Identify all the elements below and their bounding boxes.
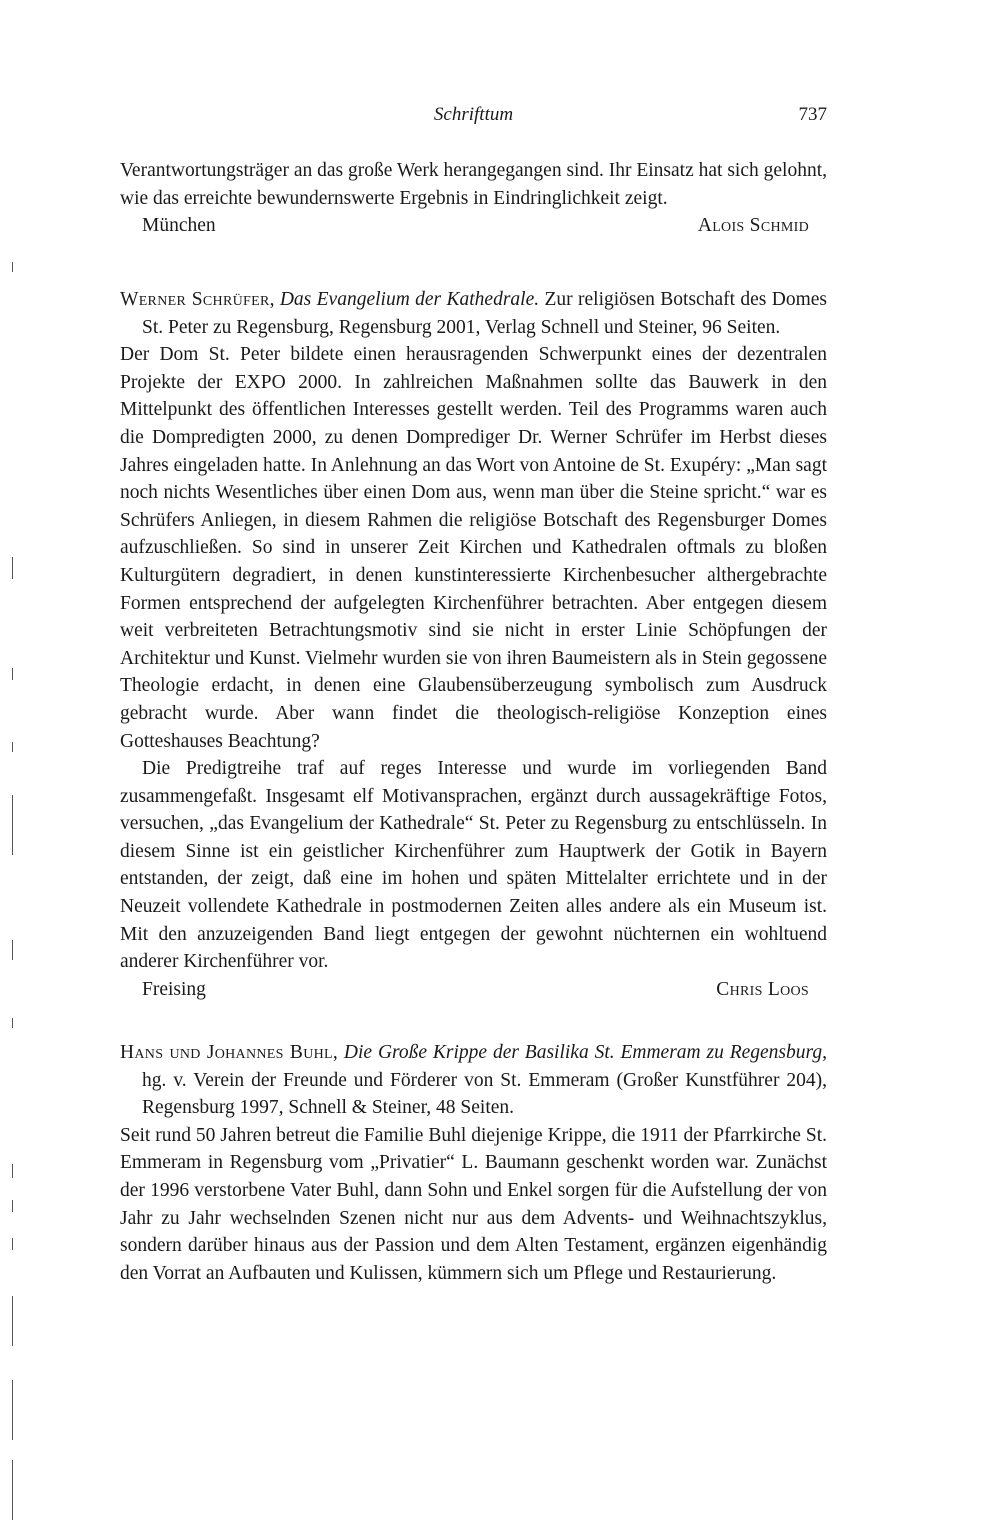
previous-review-ending	[120, 157, 827, 240]
scan-gutter-mark	[12, 1460, 13, 1520]
scan-gutter-mark	[12, 940, 13, 960]
review-paragraph: Der Dom St. Peter bildete einen herausragenden Schwerpunkt eines der dezentralen Projekte der EXPO 2000. In zahlreichen Maßnahmen sollte das Bauwerk in den Mittelpunkt des öffentlichen Interesses gestellt werden. Teil des Programms waren auch die Dompredigten 2000, zu denen Domprediger Dr. Werner Schrüfer im Herbst dieses Jahres eingeladen hatte. In Anlehnung an das Wort von Antoine de St. Exupéry: „Man sagt noch nichts Wesentliches über einen Dom aus, wenn man über die Steine spricht.“ war es Schrüfers Anliegen, in diesem Rahmen die religiöse Botschaft des Regensburger Domes aufzuschließen. So sind in unserer Zeit Kirchen und Kathedralen oftmals zu bloßen Kulturgütern degradiert, in denen kunstinteressierte Kirchenbesucher althergebrachte Formen entsprechend der aufgelegten Kirchenführer betrachten. Aber entgegen diesem weit verbreiteten Betrachtungsmotiv sind sie nicht in erster Linie Schöpfungen der Architektur und Kunst. Vielmehr wurden sie von ihren Baumeistern als in Stein gegossene Theologie erdacht, in denen eine Glaubensüberzeugung symbolisch zum Ausdruck gebracht wurde. Aber wann findet die theologisch-religiöse Konzeption eines Gotteshauses Beachtung?	[120, 344, 827, 752]
review-signature	[120, 212, 827, 240]
review-entry	[120, 286, 827, 1003]
publication-details: hg. v. Verein der Freunde und Förderer von St. Emmeram (Großer Kunstführer 204), Regensburg 1997, Schnell & Steiner, 48 Seiten.	[142, 1069, 827, 1119]
reviewer-name: Chris Loos	[716, 978, 809, 1000]
scan-gutter-mark	[12, 1296, 13, 1346]
scan-gutter-mark	[12, 262, 13, 272]
scan-gutter-mark	[12, 1200, 13, 1212]
scan-gutter-mark	[12, 742, 13, 752]
scan-gutter-mark	[12, 1164, 13, 1178]
review-paragraph: Seit rund 50 Jahren betreut die Familie Buhl diejenige Krippe, die 1911 der Pfarrkirche St. Emmeram in Regensburg vom „Privatier“ L. Baumann geschenkt worden war. Zunächst der 1996 verstorbene Vater Buhl, dann Sohn und Enkel sorgen für die Aufstellung der von Jahr zu Jahr wechselnden Szenen nicht nur aus dem Advents- und Weihnachtszyklus, sondern darüber hinaus aus der Passion und dem Alten Testament, ergänzen eigenhändig den Vorrat an Aufbauten und Kulissen, kümmern sich um Pflege und Restaurierung.	[120, 1124, 827, 1284]
book-author: Hans und Johannes Buhl,	[120, 1042, 339, 1063]
scan-gutter-mark	[12, 1018, 13, 1028]
scan-gutter-mark	[12, 795, 13, 855]
publication-details: Zur religiösen Botschaft des Domes St. Peter zu Regensburg, Regensburg 2001, Verlag Schnell und Steiner, 96 Seiten.	[142, 289, 828, 338]
reviewer-name: Alois Schmid	[697, 215, 809, 237]
signature-place: München	[142, 215, 216, 237]
bibliographic-entry: Werner Schrüfer, Das Evangelium der Kathedrale. Zur religiösen Botschaft des Domes St. Peter zu Regensburg, Regensburg 2001, Verlag Schnell und Steiner, 96 Seiten.	[120, 289, 828, 338]
bibliographic-entry	[120, 1039, 827, 1122]
scan-gutter-mark	[12, 668, 13, 680]
paragraph: Verantwortungsträger an das große Werk herangegangen sind. Ihr Einsatz hat sich gelohnt, wie das erreichte bewundernswerte Ergebnis in Eindringlichkeit zeigt.	[120, 160, 827, 209]
scan-gutter-mark	[12, 1238, 13, 1250]
review-entry	[120, 1039, 827, 1287]
page-number: 737	[798, 104, 827, 125]
book-title: Die Große Krippe der Basilika St. Emmeram zu Regensburg,	[343, 1042, 827, 1063]
scan-gutter-mark	[12, 1380, 13, 1440]
review-signature	[120, 976, 827, 1004]
scan-gutter-mark	[12, 557, 13, 579]
book-title: Das Evangelium der Kathedrale.	[279, 289, 540, 310]
signature-place: Freising	[142, 978, 206, 1000]
review-paragraph: Die Predigtreihe traf auf reges Interesse und wurde im vorliegenden Band zusammengefaßt. Insgesamt elf Motivansprachen, ergänzt durch aussagekräftige Fotos, versuchen, „das Evangelium der Kathedrale“ St. Peter zu Regensburg zu entschlüsseln. In diesem Sinne ist ein geistlicher Kirchenführer zum Hauptwerk der Gotik in Bayern entstanden, der zeigt, daß eine im hohen und späten Mittelalter errichtete und in der Neuzeit vollendete Kathedrale in postmodernen Zeiten alles andere als ein Museum ist. Mit den anzuzeigenden Band liegt entgegen der gewohnt nüchternen ein wohltuend anderer Kirchenführer vor.	[120, 758, 827, 973]
running-title: Schrifttum	[433, 104, 514, 125]
running-head	[120, 104, 827, 134]
book-author: Werner Schrüfer	[120, 289, 270, 310]
